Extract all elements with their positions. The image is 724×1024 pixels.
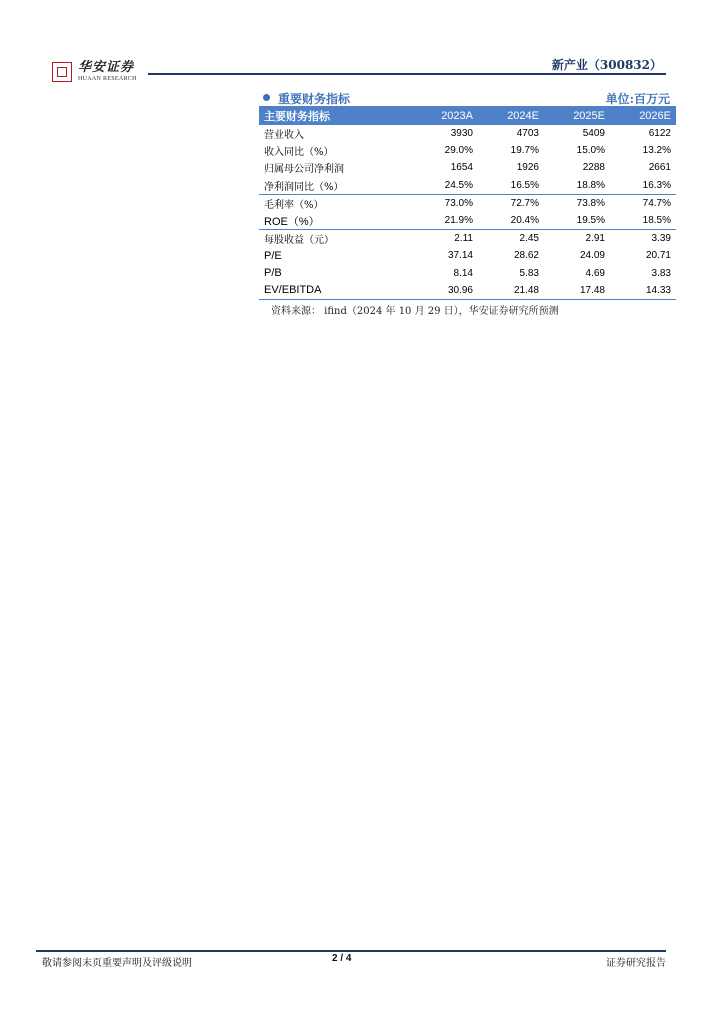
table-row xyxy=(259,212,676,230)
header-cell: 2025E xyxy=(544,106,610,125)
table-cell: 24.5% xyxy=(411,177,478,195)
financial-table xyxy=(259,106,676,300)
header-divider xyxy=(148,73,666,75)
table-cell: 2661 xyxy=(648,162,671,174)
table-cell: 3.39 xyxy=(651,233,671,245)
logo-chinese-name: 华安证券 xyxy=(78,60,135,75)
table-row xyxy=(259,265,676,282)
table-cell: 3.83 xyxy=(651,267,671,279)
table-cell: 18.5% xyxy=(610,212,676,230)
table-cell: 5409 xyxy=(582,128,605,140)
table-cell: 73.0% xyxy=(444,197,473,209)
table-cell: 19.7% xyxy=(510,145,539,157)
table-cell: 2.45 xyxy=(519,233,539,245)
table-cell: 24.09 xyxy=(579,250,605,262)
table-cell: 3930 xyxy=(450,128,473,140)
table-cell: 4.69 xyxy=(585,267,605,279)
report-title: 新产业（300832） xyxy=(551,58,662,72)
table-cell: 15.0% xyxy=(576,145,605,157)
table-cell: 21.9% xyxy=(411,212,478,230)
table-cell: 5.83 xyxy=(519,267,539,279)
row-label: ROE（%） xyxy=(259,212,411,230)
table-cell: 18.8% xyxy=(544,177,610,195)
disclaimer-note: 敬请参阅末页重要声明及评级说明 xyxy=(42,958,192,969)
table-row xyxy=(259,194,676,212)
table-row xyxy=(259,230,676,248)
row-label: 每股收益（元） xyxy=(264,235,334,247)
header-cell: 2023A xyxy=(411,106,478,125)
header-cell: 2024E xyxy=(478,106,544,125)
table-cell: 6122 xyxy=(648,128,671,140)
row-label: P/E xyxy=(264,249,282,262)
table-cell: 2.91 xyxy=(585,233,605,245)
table-cell: 17.48 xyxy=(544,282,610,300)
footer-divider xyxy=(36,950,666,952)
table-cell: 13.2% xyxy=(642,145,671,157)
bullet-icon xyxy=(263,94,270,101)
table-cell: 1926 xyxy=(516,162,539,174)
unit-label: 单位:百万元 xyxy=(605,92,670,106)
company-logo xyxy=(52,60,137,86)
table-row xyxy=(259,247,676,264)
table-cell: 20.71 xyxy=(645,250,671,262)
row-label: 毛利率（%） xyxy=(264,199,324,211)
row-label: 净利润同比（%） xyxy=(259,177,411,195)
table-cell: 2288 xyxy=(582,162,605,174)
table-cell: 4703 xyxy=(516,128,539,140)
source-note: 资料来源： ifind（2024 年 10 月 29 日），华安证券研究所预测 xyxy=(271,306,559,317)
table-cell: 72.7% xyxy=(510,197,539,209)
row-label: P/B xyxy=(264,267,282,280)
table-header-row xyxy=(259,106,676,125)
page-number: 2 / 4 xyxy=(332,953,352,964)
table-cell: 74.7% xyxy=(642,197,671,209)
table-cell: 16.3% xyxy=(610,177,676,195)
row-label: 归属母公司净利润 xyxy=(264,164,344,176)
table-row xyxy=(259,142,676,159)
table-cell: 14.33 xyxy=(610,282,676,300)
section-title: 重要财务指标 xyxy=(278,92,351,106)
row-label: 营业收入 xyxy=(264,130,304,142)
table-row xyxy=(259,125,676,142)
table-cell: 73.8% xyxy=(576,197,605,209)
row-label: 收入同比（%） xyxy=(264,147,334,159)
table-row xyxy=(259,177,676,195)
table-cell: 20.4% xyxy=(478,212,544,230)
table-cell: 37.14 xyxy=(447,250,473,262)
table-cell: 16.5% xyxy=(478,177,544,195)
section-header xyxy=(262,90,672,106)
table-row xyxy=(259,282,676,300)
row-label: EV/EBITDA xyxy=(259,282,411,300)
table-cell: 19.5% xyxy=(544,212,610,230)
table-row xyxy=(259,159,676,176)
header-cell: 2026E xyxy=(610,106,676,125)
table-cell: 29.0% xyxy=(444,145,473,157)
table-cell: 21.48 xyxy=(478,282,544,300)
table-cell: 8.14 xyxy=(453,267,473,279)
seal-icon xyxy=(52,62,72,82)
table-cell: 2.11 xyxy=(454,233,473,245)
report-type: 证券研究报告 xyxy=(606,958,666,969)
table-cell: 28.62 xyxy=(513,250,539,262)
table-cell: 1654 xyxy=(450,162,473,174)
logo-english-name: HUAAN RESEARCH xyxy=(78,76,137,82)
table-cell: 30.96 xyxy=(411,282,478,300)
header-cell: 主要财务指标 xyxy=(259,106,411,125)
